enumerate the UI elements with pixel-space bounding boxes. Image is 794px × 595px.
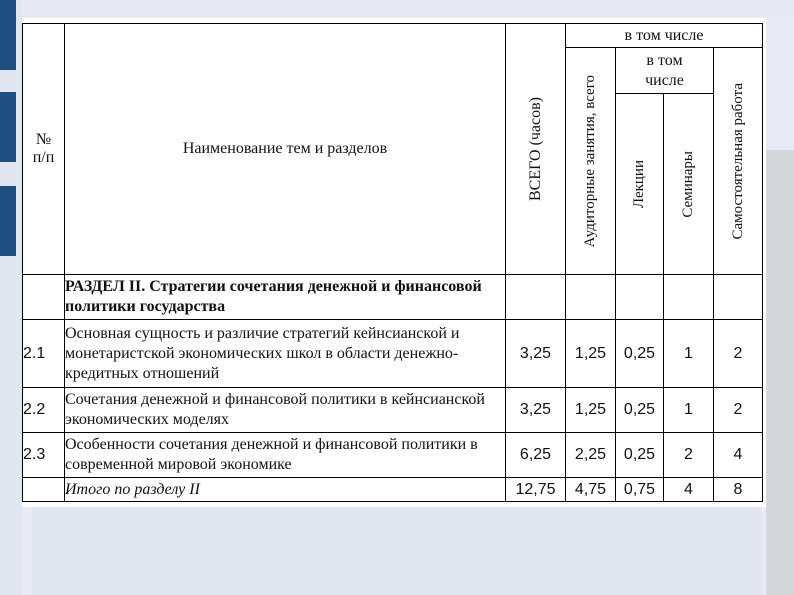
header-name-label: Наименование тем и разделов: [182, 140, 388, 157]
row-aud: 1,25: [566, 320, 616, 388]
header-incl-label: в том числе: [624, 26, 704, 44]
section-title: РАЗДЕЛ II. Стратегии сочетания денежной и финансовой политики государства: [65, 275, 506, 320]
totals-sem: 4: [664, 478, 714, 502]
table-row: [23, 433, 763, 478]
totals-self: 8: [714, 478, 763, 502]
row-lect: 0,25: [616, 320, 664, 388]
row-total: 3,25: [506, 388, 566, 433]
left-strip: [0, 0, 22, 595]
header-incl-sub: [616, 48, 714, 94]
curriculum-table: [22, 23, 763, 502]
row-num: 2.2: [23, 388, 65, 433]
totals-row: [23, 478, 763, 502]
totals-lect: 0,75: [616, 478, 664, 502]
header-lect: [616, 94, 664, 275]
left-accent-bar: [0, 0, 16, 70]
top-strip: [22, 0, 794, 18]
right-panel: [766, 150, 794, 595]
header-total-label: ВСЕГО (часов): [526, 97, 544, 201]
totals-label: Итого по разделу II: [65, 478, 506, 502]
row-lect: 0,25: [616, 433, 664, 478]
row-sem: 2: [664, 433, 714, 478]
totals-aud: 4,75: [566, 478, 616, 502]
header-incl-sub-label: в том числе: [645, 51, 684, 89]
left-accent-bar: [0, 186, 16, 256]
totals-total: 12,75: [506, 478, 566, 502]
row-self: 2: [714, 320, 763, 388]
header-name: [65, 24, 506, 275]
header-lect-label: Лекции: [631, 159, 647, 209]
row-self: 4: [714, 433, 763, 478]
header-num-label: № п/п: [32, 131, 55, 166]
table-row: [23, 320, 763, 388]
row-aud: 2,25: [566, 433, 616, 478]
row-name: Особенности сочетания денежной и финансовой политики в современной мировой экономике: [65, 433, 506, 478]
row-total: 3,25: [506, 320, 566, 388]
row-self: 2: [714, 388, 763, 433]
header-self-label: Самостоятельная работа: [729, 82, 746, 240]
row-num: 2.3: [23, 433, 65, 478]
header-sem-label: Семинары: [680, 150, 696, 218]
row-total: 6,25: [506, 433, 566, 478]
row-sem: 1: [664, 320, 714, 388]
header-aud-label: Аудиторные занятия, всего: [582, 74, 598, 248]
row-aud: 1,25: [566, 388, 616, 433]
row-sem: 1: [664, 388, 714, 433]
row-lect: 0,25: [616, 388, 664, 433]
header-self: [714, 48, 763, 275]
header-num: [23, 24, 65, 275]
left-accent-bar: [0, 92, 16, 162]
header-incl: [566, 24, 763, 48]
header-sem: [664, 94, 714, 275]
document-sheet: [22, 18, 766, 507]
header-aud: [566, 48, 616, 275]
table-row: [23, 388, 763, 433]
section-row: [23, 275, 763, 320]
row-name: Сочетания денежной и финансовой политики в кейнсианской экономических моделях: [65, 388, 506, 433]
row-num: 2.1: [23, 320, 65, 388]
bottom-panel: [32, 507, 762, 595]
row-name: Основная сущность и различие стратегий кейнсианской и монетаристской экономических школ в области денежно-кредитных отношений: [65, 320, 506, 388]
header-total: [506, 24, 566, 275]
